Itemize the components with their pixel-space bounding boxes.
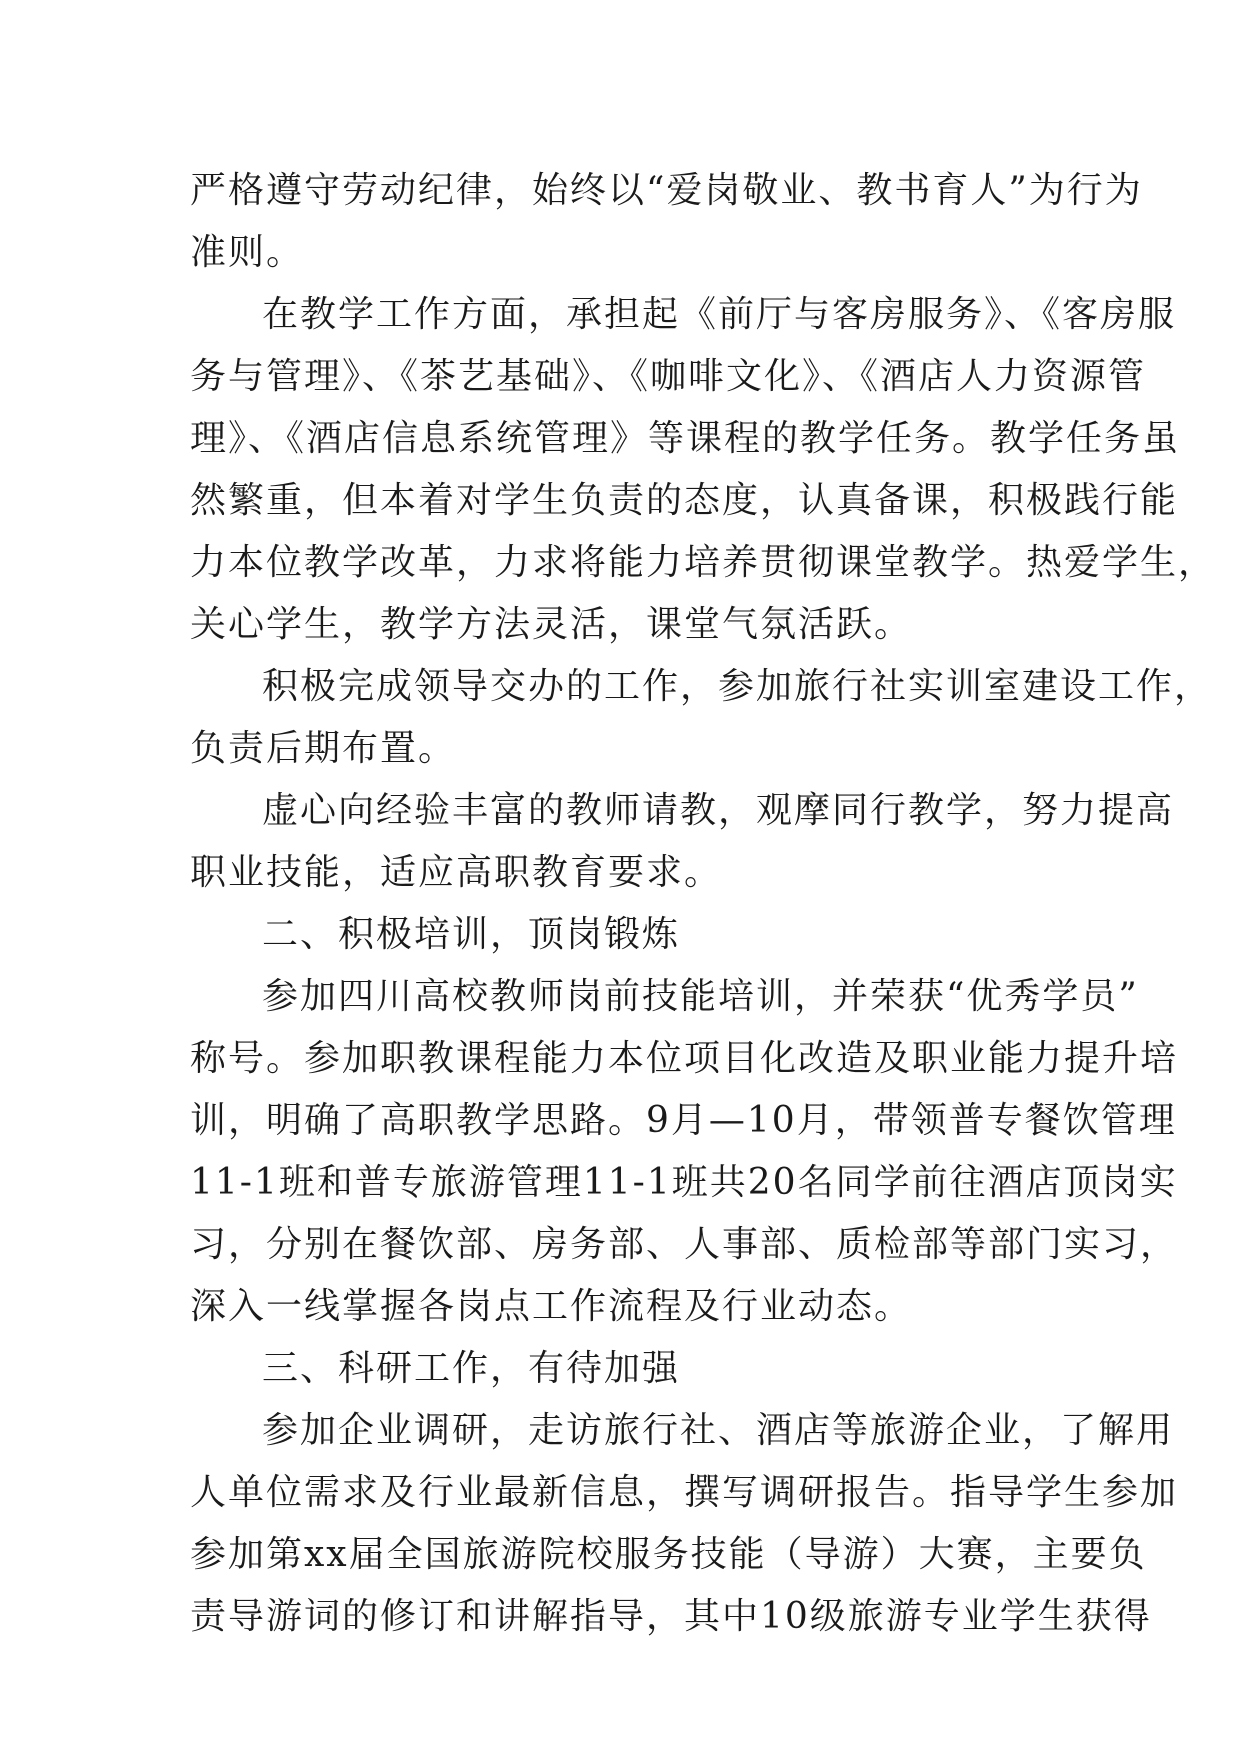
body-line: 然繁重，但本着对学生负责的态度，认真备课，积极践行能 [190, 480, 1179, 521]
body-line: 负责后期布置。 [190, 728, 457, 769]
paragraph-start: 参加四川高校教师岗前技能培训，并荣获“优秀学员” [262, 976, 1139, 1017]
section-heading: 三、科研工作，有待加强 [262, 1348, 681, 1389]
body-line: 职业技能，适应高职教育要求。 [190, 852, 723, 893]
paragraph-start: 虚心向经验丰富的教师请教，观摩同行教学，努力提高 [262, 790, 1175, 831]
body-line: 11-1班和普专旅游管理11-1班共20名同学前往酒店顶岗实 [190, 1162, 1178, 1203]
body-line: 理》、《酒店信息系统管理》等课程的教学任务。教学任务虽 [190, 418, 1181, 459]
body-line: 深入一线掌握各岗点工作流程及行业动态。 [190, 1286, 913, 1327]
section-heading: 二、积极培训，顶岗锻炼 [262, 914, 681, 955]
paragraph-start: 积极完成领导交办的工作，参加旅行社实训室建设工作， [262, 666, 1213, 707]
body-line: 训，明确了高职教学思路。9月—10月，带领普专餐饮管理 [190, 1100, 1177, 1141]
paragraph-start: 在教学工作方面，承担起《前厅与客房服务》、《客房服 [262, 294, 1177, 335]
body-line: 习，分别在餐饮部、房务部、人事部、质检部等部门实习， [190, 1224, 1179, 1265]
body-line: 务与管理》、《茶艺基础》、《咖啡文化》、《酒店人力资源管 [190, 356, 1147, 397]
document-body [190, 160, 1217, 1648]
body-line: 参加第xx届全国旅游院校服务技能（导游）大赛，主要负 [190, 1534, 1147, 1575]
body-line: 力本位教学改革，力求将能力培养贯彻课堂教学。热爱学生， [190, 542, 1217, 583]
body-line: 责导游词的修订和讲解指导，其中10级旅游专业学生获得 [190, 1596, 1152, 1637]
body-line: 准则。 [190, 232, 305, 273]
body-line: 称号。参加职教课程能力本位项目化改造及职业能力提升培 [190, 1038, 1179, 1079]
paragraph-start: 参加企业调研，走访旅行社、酒店等旅游企业，了解用 [262, 1410, 1175, 1451]
body-line: 严格遵守劳动纪律，始终以“爱岗敬业、教书育人”为行为 [190, 170, 1143, 211]
body-line: 人单位需求及行业最新信息，撰写调研报告。指导学生参加 [190, 1472, 1179, 1513]
body-line: 关心学生，教学方法灵活，课堂气氛活跃。 [190, 604, 913, 645]
